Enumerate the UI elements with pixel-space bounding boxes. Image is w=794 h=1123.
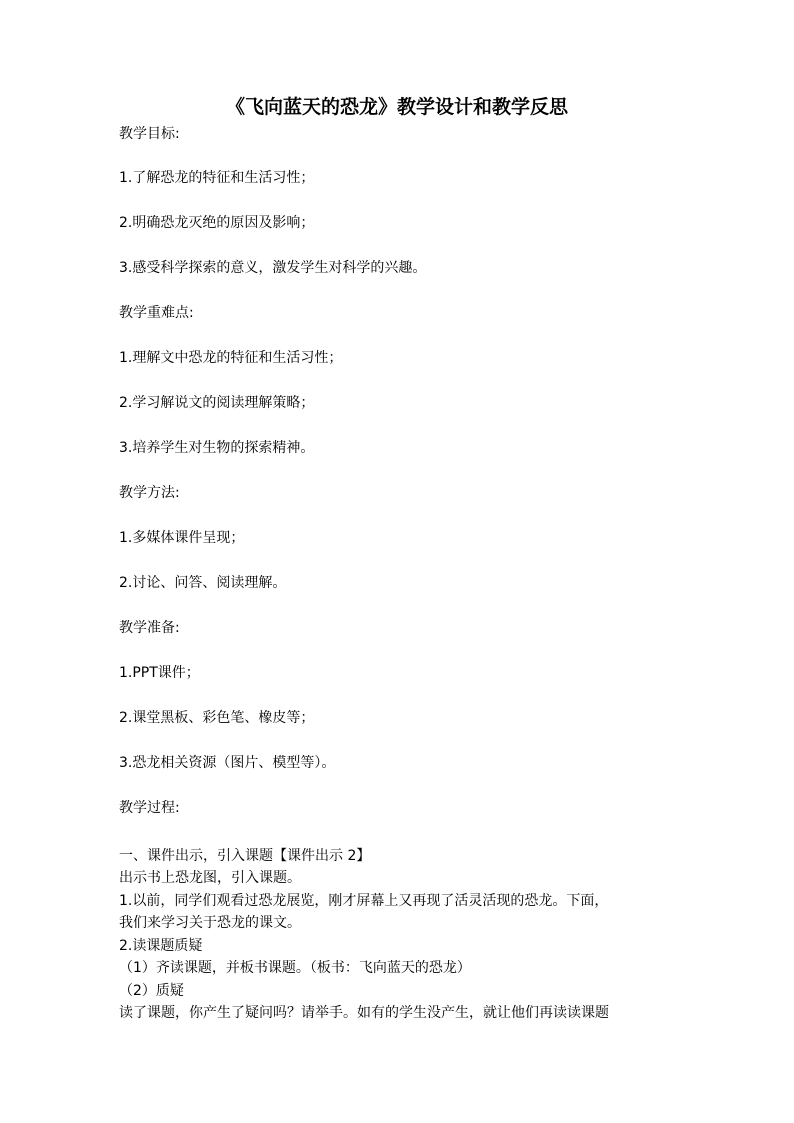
paragraph: 2.读课题质疑 [119,938,203,954]
paragraph: 1.了解恐龙的特征和生活习性； [119,170,315,186]
paragraph: 2.学习解说文的阅读理解策略； [119,395,315,411]
paragraph: 2.课堂黑板、彩色笔、橡皮等； [119,710,315,726]
paragraph: 2.讨论、问答、阅读理解。 [119,575,287,591]
paragraph: 1.PPT课件； [119,665,200,681]
paragraph: 3.培养学生对生物的探索精神。 [119,440,315,456]
paragraph: 我们来学习关于恐龙的课文。 [119,915,301,931]
paragraph: 1.以前，同学们观看过恐龙展览，刚才屏幕上又再现了活灵活现的恐龙。下面， [119,893,609,909]
section-heading-key-points: 教学重难点: [119,305,194,321]
paragraph: （2）质疑 [119,983,184,999]
section-heading-process: 教学过程: [119,800,180,816]
paragraph: 出示书上恐龙图，引入课题。 [119,870,301,886]
document-title: 《飞向蓝天的恐龙》教学设计和教学反思 [225,96,568,118]
paragraph: 1.理解文中恐龙的特征和生活习性； [119,350,343,366]
section-heading-methods: 教学方法: [119,485,180,501]
paragraph: 1.多媒体课件呈现； [119,530,245,546]
paragraph: 一、课件出示，引入课题【课件出示 2】 [119,848,371,864]
paragraph: 2.明确恐龙灭绝的原因及影响； [119,215,315,231]
paragraph: 3.感受科学探索的意义，激发学生对科学的兴趣。 [119,260,427,276]
paragraph: 3.恐龙相关资源（图片、模型等）。 [119,755,336,771]
paragraph: 读了课题，你产生了疑问吗？请举手。如有的学生没产生，就让他们再读读课题 [119,1005,609,1021]
section-heading-objectives: 教学目标: [119,126,180,142]
section-heading-preparation: 教学准备: [119,620,180,636]
paragraph: （1）齐读课题，并板书课题。（板书：飞向蓝天的恐龙） [119,960,471,976]
